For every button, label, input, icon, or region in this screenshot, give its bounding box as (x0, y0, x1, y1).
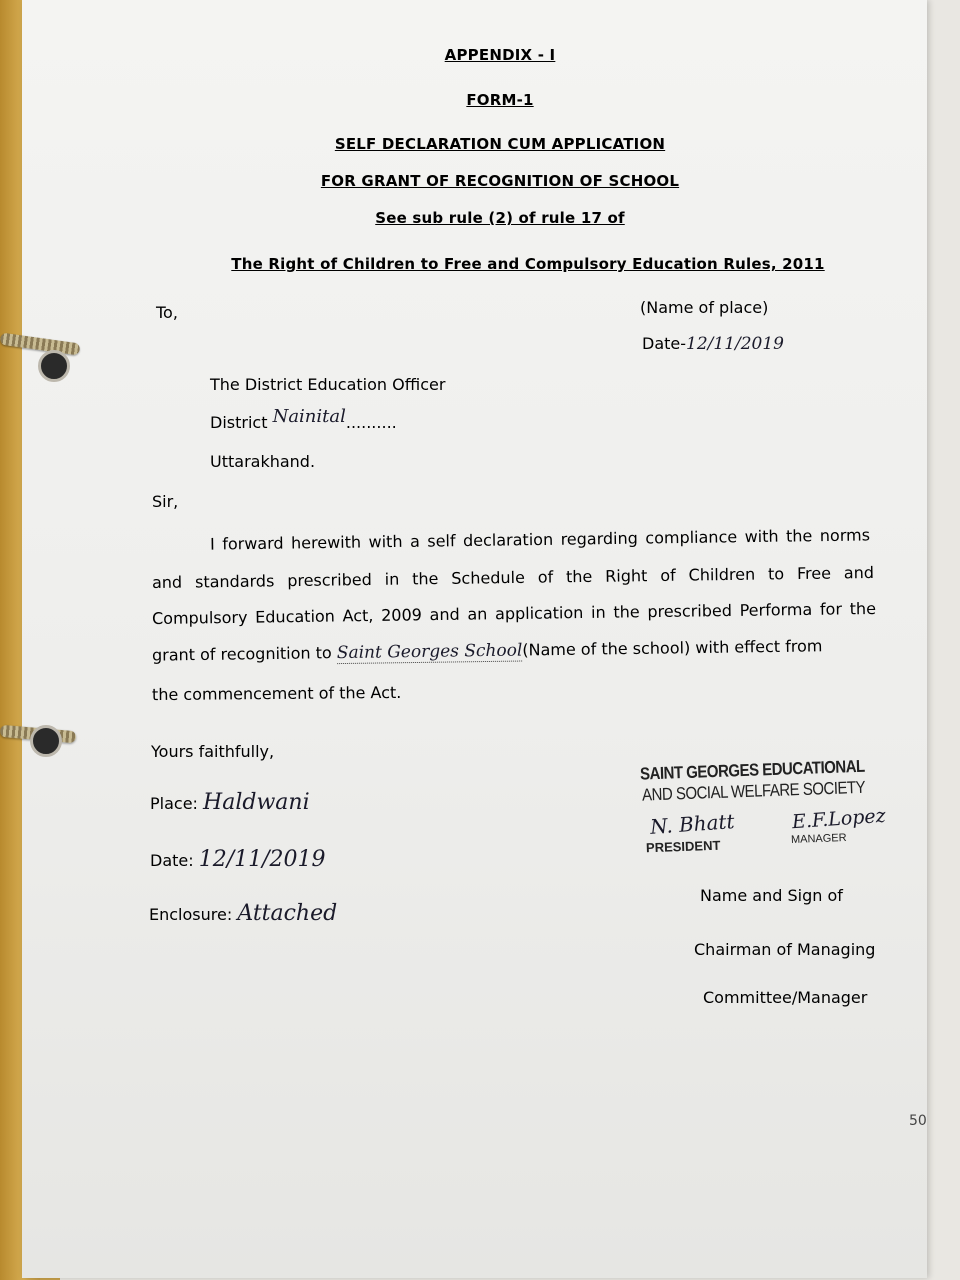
manager-label: MANAGER (790, 832, 847, 846)
punch-hole-top (38, 350, 70, 382)
closing-date-label: Date: (150, 851, 194, 870)
place-line (150, 790, 310, 815)
state-line: Uttarakhand. (210, 452, 316, 471)
president-signature: N. Bhatt (649, 809, 736, 839)
recognition-prefix: grant of recognition to (151, 643, 332, 665)
recognition-suffix: (Name of the school) with effect from (522, 636, 823, 660)
sign-block-line-3: Committee/Manager (703, 988, 868, 1007)
president-label: PRESIDENT (645, 837, 721, 856)
school-name-handwritten: Saint Georges School (336, 640, 523, 664)
sign-block-line-2: Chairman of Managing (694, 940, 876, 959)
enclosure-line (149, 901, 337, 926)
district-dots: .......... (345, 413, 397, 432)
closing-date-line (150, 847, 326, 872)
title-line-4: The Right of Children to Free and Compulsory Education Rules, 2011 (231, 255, 825, 273)
stamp-line-1: SAINT GEORGES EDUCATIONAL (639, 756, 866, 785)
title-line-3: See sub rule (2) of rule 17 of (375, 209, 625, 227)
district-label: District (210, 413, 268, 432)
punch-hole-bottom (30, 725, 62, 757)
officer-line: The District Education Officer (210, 375, 446, 394)
salutation: Sir, (152, 492, 179, 511)
body-line-1: I forward herewith with a self declaration regarding compliance with the norms (209, 525, 871, 554)
form-heading: FORM-1 (466, 91, 534, 109)
title-line-1: SELF DECLARATION CUM APPLICATION (334, 135, 666, 153)
sign-block-line-1: Name and Sign of (700, 886, 843, 905)
date-handwritten: 12/11/2019 (686, 334, 784, 354)
district-handwritten: Nainital (272, 406, 346, 427)
enclosure-handwritten: Attached (237, 901, 338, 926)
body-line-5: the commencement of the Act. (151, 682, 402, 705)
place-handwritten: Haldwani (203, 790, 310, 815)
district-line (210, 406, 397, 433)
closing-date-handwritten: 12/11/2019 (198, 847, 326, 872)
place-label: Place: (150, 794, 198, 813)
title-line-2: FOR GRANT OF RECOGNITION OF SCHOOL (320, 172, 680, 190)
yours-faithfully: Yours faithfully, (151, 742, 275, 761)
letter-date (642, 334, 784, 354)
page-number: 50 (909, 1113, 927, 1129)
date-label: Date- (642, 334, 687, 353)
enclosure-label: Enclosure: (149, 905, 233, 924)
stamp-line-2: AND SOCIAL WELFARE SOCIETY (641, 777, 866, 806)
body-line-2: and standards prescribed in the Schedule of the Right of Children to Free and (151, 562, 875, 593)
manager-signature: E.F.Lopez (791, 804, 887, 834)
appendix-heading: APPENDIX - I (444, 46, 556, 64)
to-label: To, (156, 303, 178, 322)
body-line-3: Compulsory Education Act, 2009 and an application in the prescribed Performa for the (151, 598, 877, 629)
name-of-place-label: (Name of place) (640, 298, 769, 317)
